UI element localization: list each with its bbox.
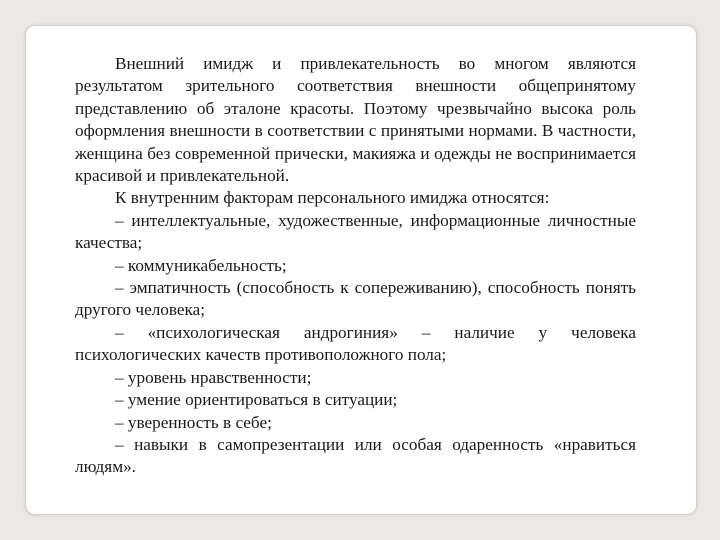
list-item: – эмпатичность (способность к сопереживанию), способность понять другого человека; xyxy=(75,278,636,320)
list-item: – «психологическая андрогиния» – наличие у человека психологических качеств противоположного пола; xyxy=(75,322,636,365)
list-item: – уверенность в себе; xyxy=(115,412,272,432)
list-item: – умение ориентироваться в ситуации; xyxy=(115,390,398,410)
list-item: – коммуникабельность; xyxy=(115,255,287,275)
list-item: – интеллектуальные, художественные, информационные личностные качества; xyxy=(75,210,636,253)
intro-paragraph: Внешний имидж и привлекательность во многом являются результатом зрительного соответствия внешности общепринятому представлению об эталоне красоты. Поэтому чрезвычайно высока роль оформления внешности в соответствии с принятыми нормами. В частности, женщина без современной прически, макияжа и одежды не воспринимается красивой и привлекательной. xyxy=(75,54,636,186)
list-item: – уровень нравственности; xyxy=(115,367,312,387)
document-text xyxy=(75,53,636,479)
list-item: – навыки в самопрезентации или особая одаренность «нравиться людям». xyxy=(75,434,636,477)
factors-heading: К внутренним факторам персонального имиджа относятся: xyxy=(115,188,550,208)
